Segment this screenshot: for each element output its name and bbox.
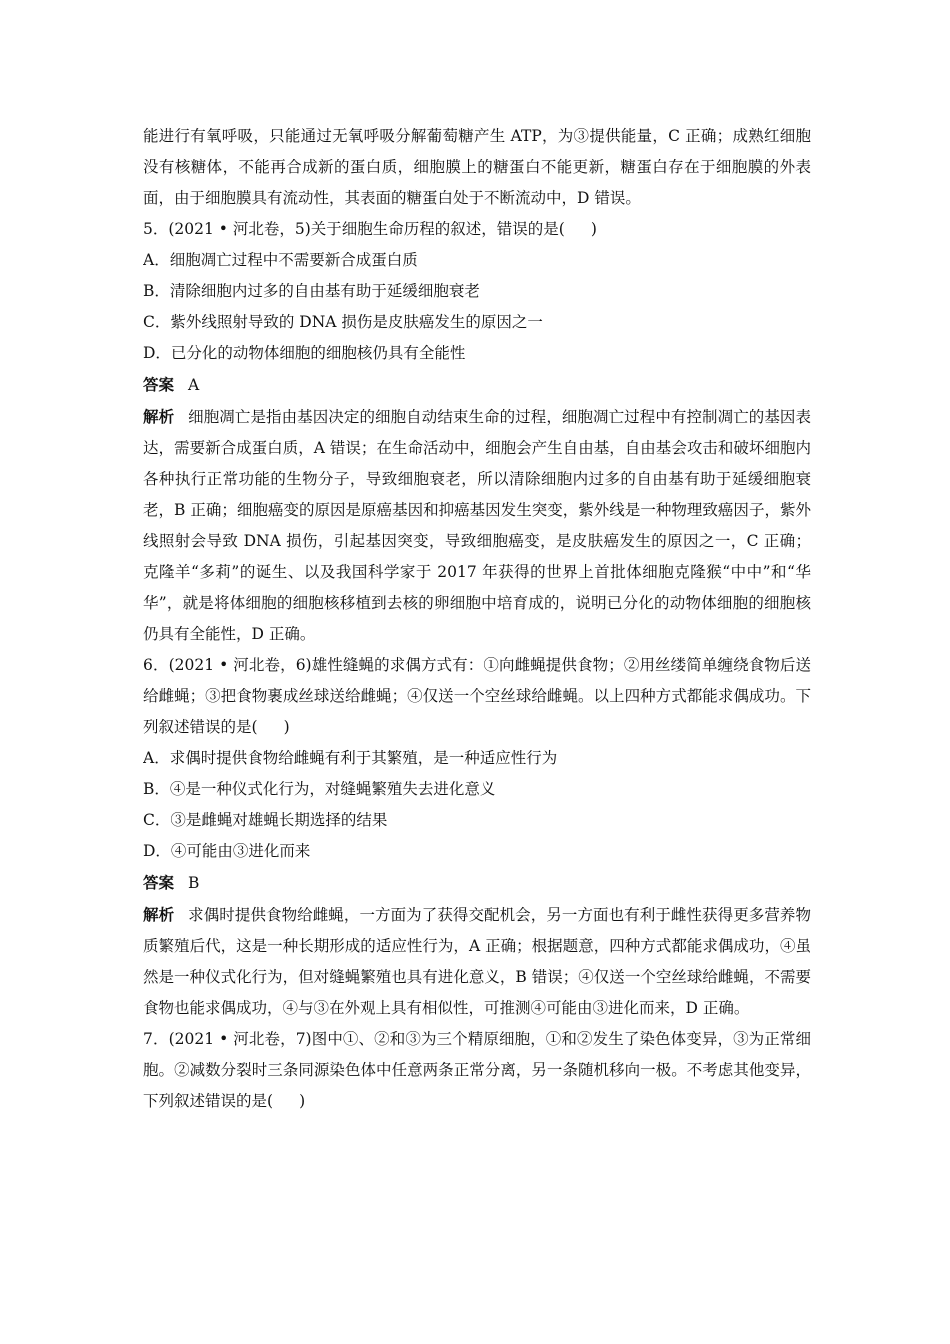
question-6-answer bbox=[143, 867, 811, 899]
answer-label: 答案 bbox=[143, 873, 175, 892]
analysis-label: 解析 bbox=[143, 407, 175, 426]
question-5-stem-text: 5．(2021 • 河北卷，5)关于细胞生命历程的叙述，错误的是( bbox=[143, 220, 565, 238]
question-6-option-c: C．③是雌蝇对雄蝇长期选择的结果 bbox=[143, 811, 388, 829]
question-7 bbox=[143, 1024, 811, 1117]
question-5-answer bbox=[143, 369, 811, 401]
question-5 bbox=[143, 214, 811, 650]
question-5-option-b: B．清除细胞内过多的自由基有助于延缓细胞衰老 bbox=[143, 282, 480, 300]
document-page bbox=[143, 121, 811, 1117]
question-5-stem bbox=[143, 214, 811, 245]
answer-value: A bbox=[188, 376, 200, 394]
question-6-stem-text: 6．(2021 • 河北卷，6)雄性缝蝇的求偶方式有：①向雌蝇提供食物；②用丝缕简单缠绕食物后送给雌蝇；③把食物裹成丝球送给雌蝇；④仅送一个空丝球给雌蝇。以上四种方式都能求偶成功。下列叙述错误的是( bbox=[143, 656, 811, 736]
question-6-option-d: D．④可能由③进化而来 bbox=[143, 842, 311, 860]
analysis-text: 细胞凋亡是指由基因决定的细胞自动结束生命的过程，细胞凋亡过程中有控制凋亡的基因表达，需要新合成蛋白质，A 错误；在生命活动中，细胞会产生自由基，自由基会攻击和破坏细胞内各种执行正常功能的生物分子，导致细胞衰老，所以清除细胞内过多的自由基有助于延缓细胞衰老，B 正确；细胞癌变的原因是原癌基因和抑癌基因发生突变，紫外线是一种物理致癌因子，紫外线照射会导致 DNA 损伤，引起基因突变，导致细胞癌变，是皮肤癌发生的原因之一，C 正确；克隆羊“多莉”的诞生、以及我国科学家于 2017 年获得的世界上首批体细胞克隆猴“中中”和“华华”，就是将体细胞的细胞核移植到去核的卵细胞中培育成的，说明已分化的动物体细胞的细胞核仍具有全能性，D 正确。 bbox=[143, 408, 811, 643]
question-6-stem-close: ) bbox=[283, 718, 290, 736]
question-6 bbox=[143, 650, 811, 1024]
question-5-analysis bbox=[143, 401, 811, 650]
question-6-option-b: B．④是一种仪式化行为，对缝蝇繁殖失去进化意义 bbox=[143, 780, 496, 798]
question-5-stem-close: ) bbox=[590, 220, 597, 238]
intro-explanation: 能进行有氧呼吸，只能通过无氧呼吸分解葡萄糖产生 ATP，为③提供能量，C 正确；成熟红细胞没有核糖体，不能再合成新的蛋白质，细胞膜上的糖蛋白不能更新，糖蛋白存在于细胞膜的外表面，由于细胞膜具有流动性，其表面的糖蛋白处于不断流动中，D 错误。 bbox=[143, 127, 811, 207]
question-5-option-c: C．紫外线照射导致的 DNA 损伤是皮肤癌发生的原因之一 bbox=[143, 313, 543, 331]
question-6-option-a: A．求偶时提供食物给雌蝇有利于其繁殖，是一种适应性行为 bbox=[143, 749, 558, 767]
question-5-option-a: A．细胞凋亡过程中不需要新合成蛋白质 bbox=[143, 251, 418, 269]
question-5-option-d: D．已分化的动物体细胞的细胞核仍具有全能性 bbox=[143, 344, 466, 362]
question-6-stem bbox=[143, 650, 811, 743]
analysis-text: 求偶时提供食物给雌蝇，一方面为了获得交配机会，另一方面也有利于雌性获得更多营养物质繁殖后代，这是一种长期形成的适应性行为，A 正确；根据题意，四种方式都能求偶成功，④虽然是一种仪式化行为，但对缝蝇繁殖也具有进化意义，B 错误；④仅送一个空丝球给雌蝇，不需要食物也能求偶成功，④与③在外观上具有相似性，可推测④可能由③进化而来，D 正确。 bbox=[143, 906, 811, 1017]
answer-value: B bbox=[188, 874, 200, 892]
answer-label: 答案 bbox=[143, 375, 175, 394]
question-7-stem-close: ) bbox=[299, 1092, 306, 1110]
question-7-stem bbox=[143, 1024, 811, 1117]
question-7-stem-text: 7．(2021 • 河北卷，7)图中①、②和③为三个精原细胞，①和②发生了染色体变异，③为正常细胞。②减数分裂时三条同源染色体中任意两条正常分离，另一条随机移向一极。不考虑其他变异，下列叙述错误的是( bbox=[143, 1030, 811, 1110]
analysis-label: 解析 bbox=[143, 905, 175, 924]
question-6-analysis bbox=[143, 899, 811, 1024]
